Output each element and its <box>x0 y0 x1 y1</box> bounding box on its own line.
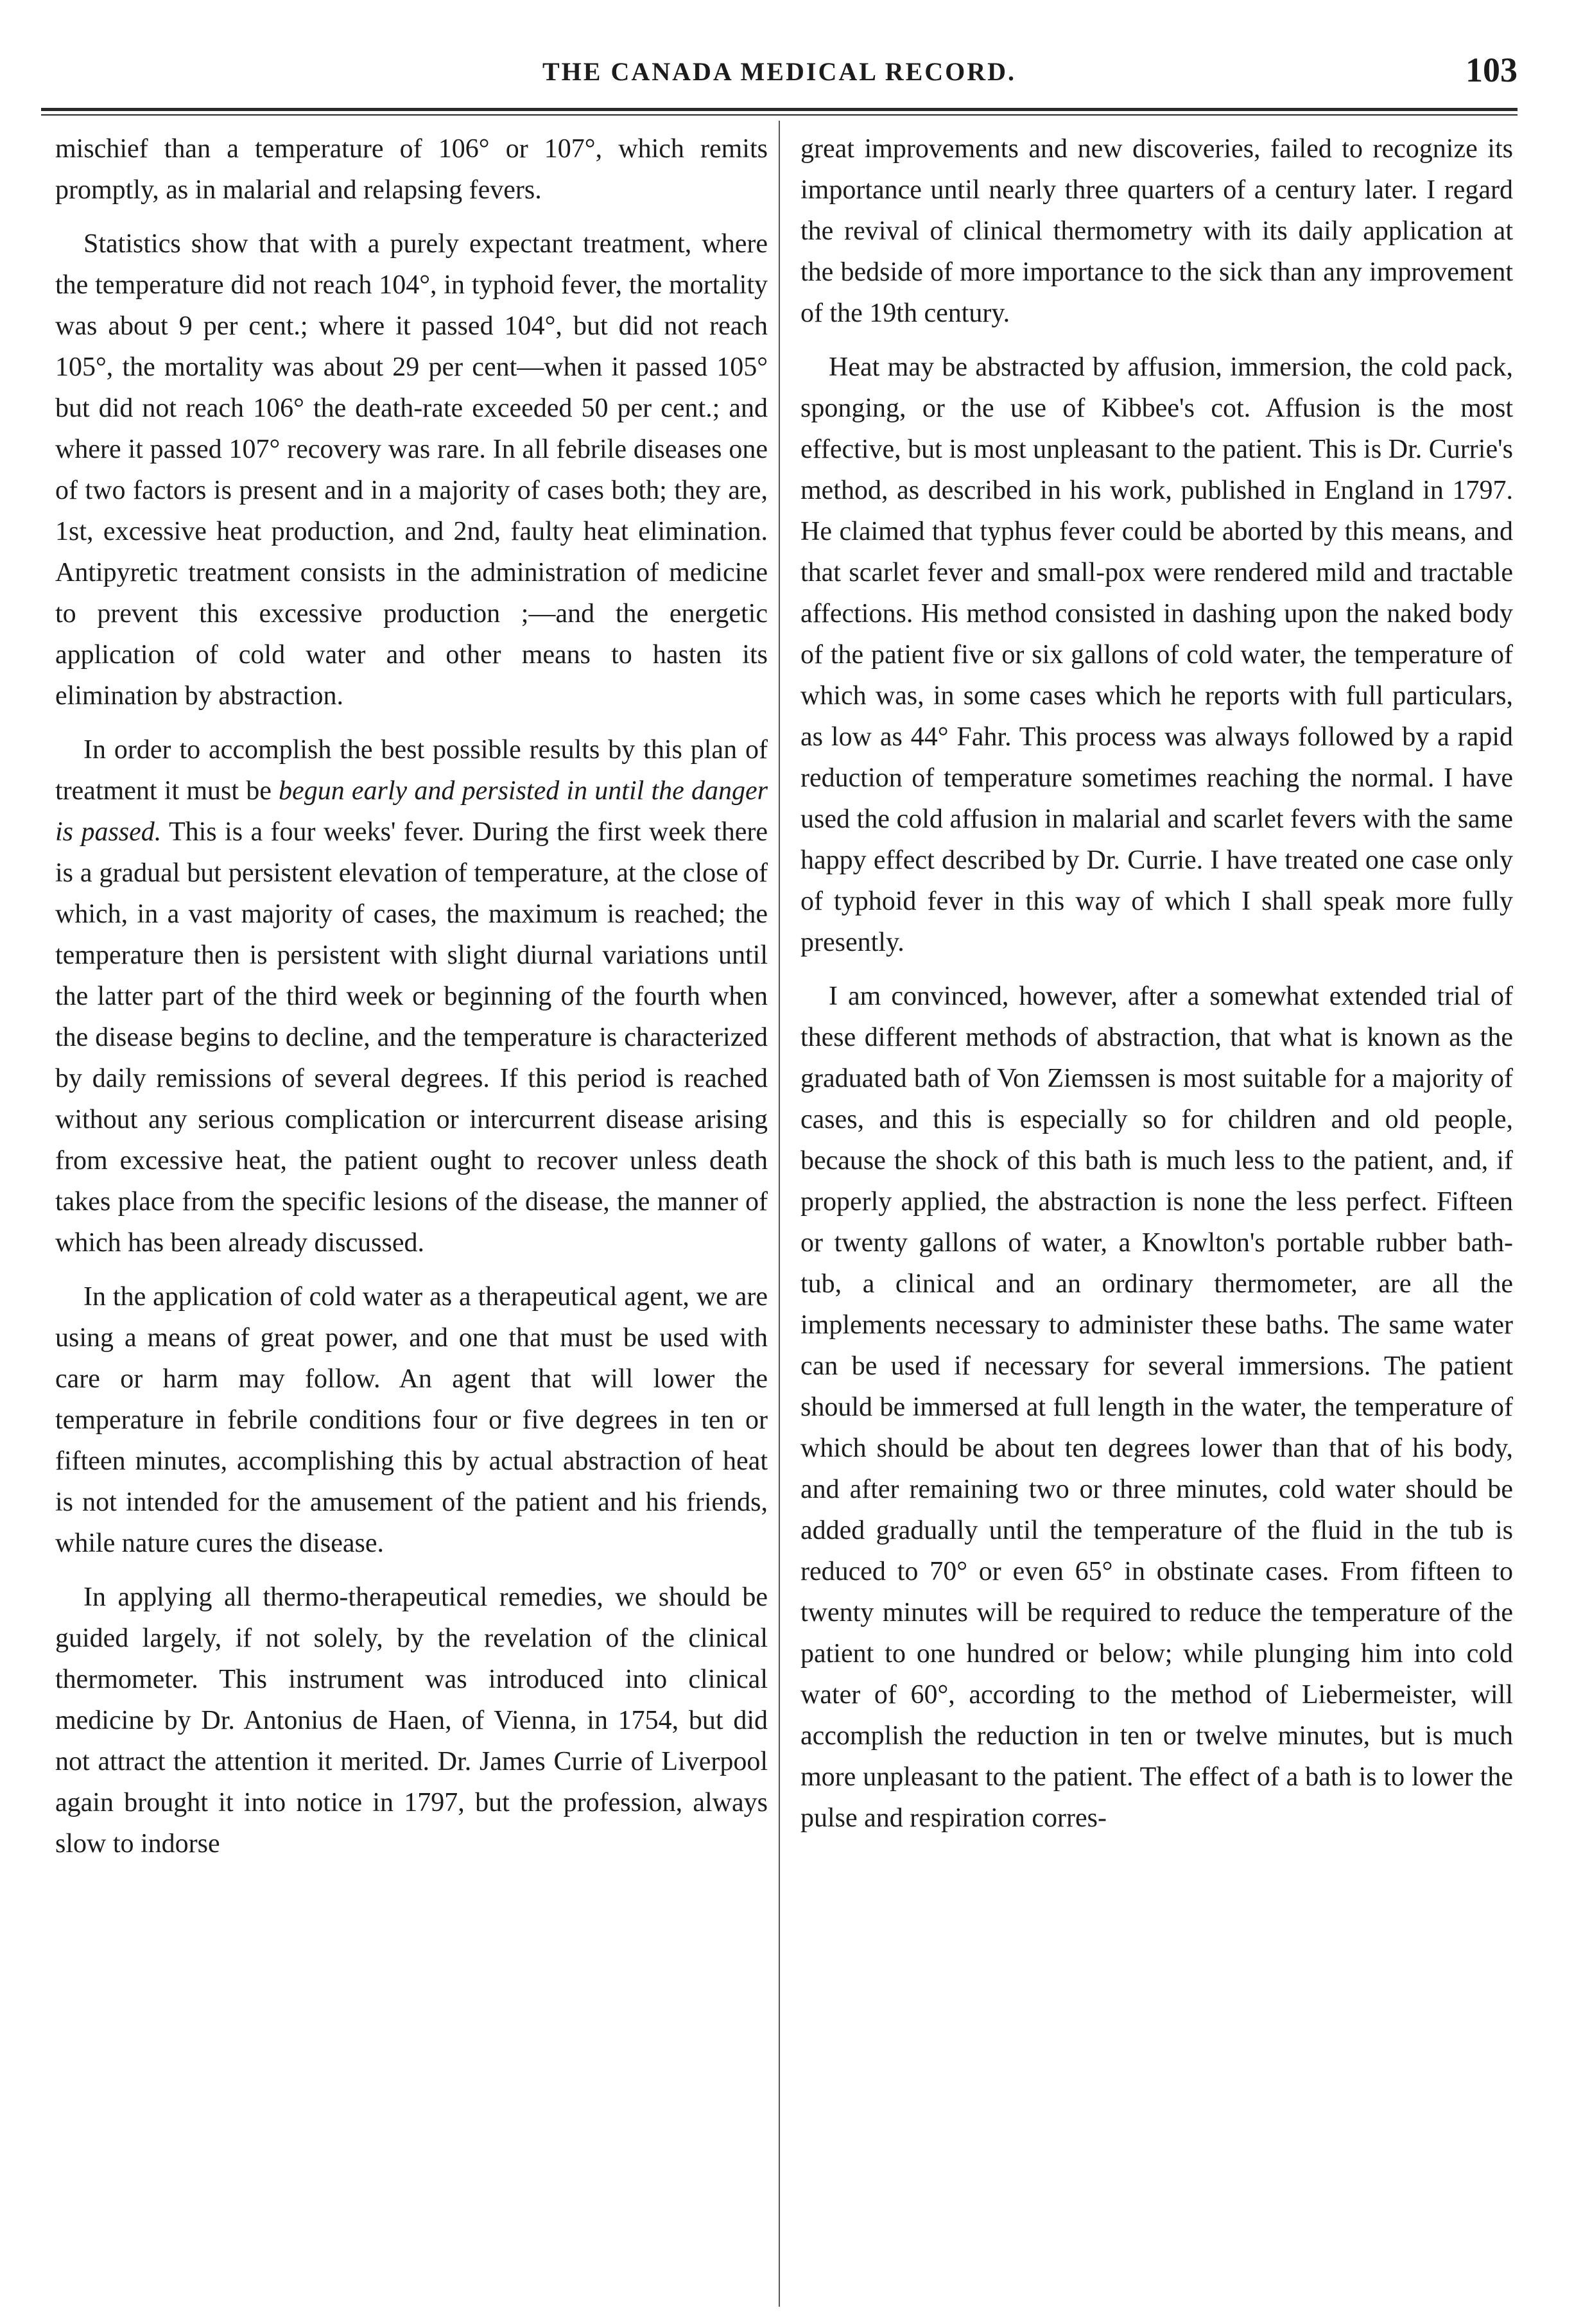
page-header <box>41 37 1518 108</box>
left-paragraph-2: Statistics show that with a purely expectant treatment, where the temperature did not reach 104°, in typhoid fever, the mortality was about 9 per cent.; where it passed 104°, but did not reach 105°, the mortality was about 29 per cent—when it passed 105° but did not reach 106° the death-rate exceeded 50 per cent.; and where it passed 107° recovery was rare. In all febrile diseases one of two factors is present and in a majority of cases both; they are, 1st, excessive heat production, and 2nd, faulty heat elimination. Antipyretic treatment consists in the administration of medicine to prevent this excessive production ;—and the energetic application of cold water and other means to hasten its elimination by abstraction. <box>55 229 768 711</box>
right-paragraph-2: Heat may be abstracted by affusion, immersion, the cold pack, sponging, or the use of Kibbee's cot. Affusion is the most effective, but is most unpleasant to the patient. This is Dr. Currie's method, as described in his work, published in England in 1797. He claimed that typhus fever could be aborted by this means, and that scarlet fever and small-pox were rendered mild and tractable affections. His method consisted in dashing upon the naked body of the patient five or six gallons of cold water, the temperature of which was, in some cases which he reports with full particulars, as low as 44° Fahr. This process was always followed by a rapid reduction of temperature sometimes reaching the normal. I have used the cold affusion in malarial and scarlet fevers with the same happy effect described by Dr. Currie. I have treated one case only of typhoid fever in this way of which I shall speak more fully presently. <box>800 352 1513 957</box>
right-paragraph-3: I am convinced, however, after a somewhat extended trial of these different methods of abstraction, that what is known as the graduated bath of Von Ziemssen is most suitable for a majority of cases, and this is especially so for children and old people, because the shock of this bath is much less to the patient, and, if properly applied, the abstraction is none the less perfect. Fifteen or twenty gallons of water, a Knowlton's portable rubber bath-tub, a clinical and an ordinary thermometer, are all the implements necessary to administer these baths. The same water can be used if necessary for several immersions. The patient should be immersed at full length in the water, the temperature of which should be about ten degrees lower than that of his body, and after remaining two or three minutes, cold water should be added gradually until the temperature of the fluid in the tub is reduced to 70° or even 65° in obstinate cases. From fifteen to twenty minutes will be required to reduce the temperature of the patient to one hundred or below; while plunging him into cold water of 60°, according to the method of Liebermeister, will accomplish the reduction in ten or twelve minutes, but is much more unpleasant to the patient. The effect of a bath is to lower the pulse and respiration corres- <box>800 982 1513 1833</box>
left-paragraph-5: In applying all thermo-therapeutical remedies, we should be guided largely, if not solely, by the revelation of the clinical thermometer. This instrument was introduced into clinical medicine by Dr. Antonius de Haen, of Vienna, in 1754, but did not attract the attention it merited. Dr. James Currie of Liverpool again brought it into notice in 1797, but the profession, always slow to indorse <box>55 1583 768 1859</box>
left-paragraph-3-end: This is a four weeks' fever. During the first week there is a gradual but persistent elevation of temperature, at the close of which, in a vast majority of cases, the maximum is reached; the temperature then is persistent with slight diurnal variations until the latter part of the third week or beginning of the fourth when the disease begins to decline, and the temperature is characterized by daily remissions of several degrees. If this period is reached without any serious complication or intercurrent disease arising from excessive heat, the patient ought to recover unless death takes place from the specific lesions of the disease, the manner of which has been already discussed. <box>55 817 768 1258</box>
right-paragraph-1: great improvements and new discoveries, failed to recognize its importance until nearly three quarters of a century later. I regard the revival of clinical thermometry with its daily application at the bedside of more importance to the sick than any improvement of the 19th century. <box>800 134 1513 328</box>
page-number: 103 <box>1466 51 1518 89</box>
left-paragraph-3 <box>55 729 768 1263</box>
running-title: THE CANADA MEDICAL RECORD. <box>542 57 1017 86</box>
left-paragraph-3-start: In order to accomplish the best possible results by this plan of treatment it must be <box>55 735 768 806</box>
header-rule-thick <box>41 108 1518 111</box>
left-paragraph-4: In the application of cold water as a therapeutical agent, we are using a means of great power, and one that must be used with care or harm may follow. An agent that will lower the temperature in febrile conditions four or five degrees in ten or fifteen minutes, accomplishing this by actual abstraction of heat is not intended for the amusement of the patient and his friends, while nature cures the disease. <box>55 1282 768 1558</box>
right-column <box>800 128 1513 2305</box>
left-column <box>55 128 768 2305</box>
left-paragraph-3-emphasis: begun early and persisted in until the danger is passed. <box>55 776 768 847</box>
left-paragraph-1: mischief than a temperature of 106° or 107°, which remits promptly, as in malarial and relapsing fevers. <box>55 134 768 205</box>
column-divider <box>779 121 780 2307</box>
header-rule-thin <box>41 114 1518 116</box>
